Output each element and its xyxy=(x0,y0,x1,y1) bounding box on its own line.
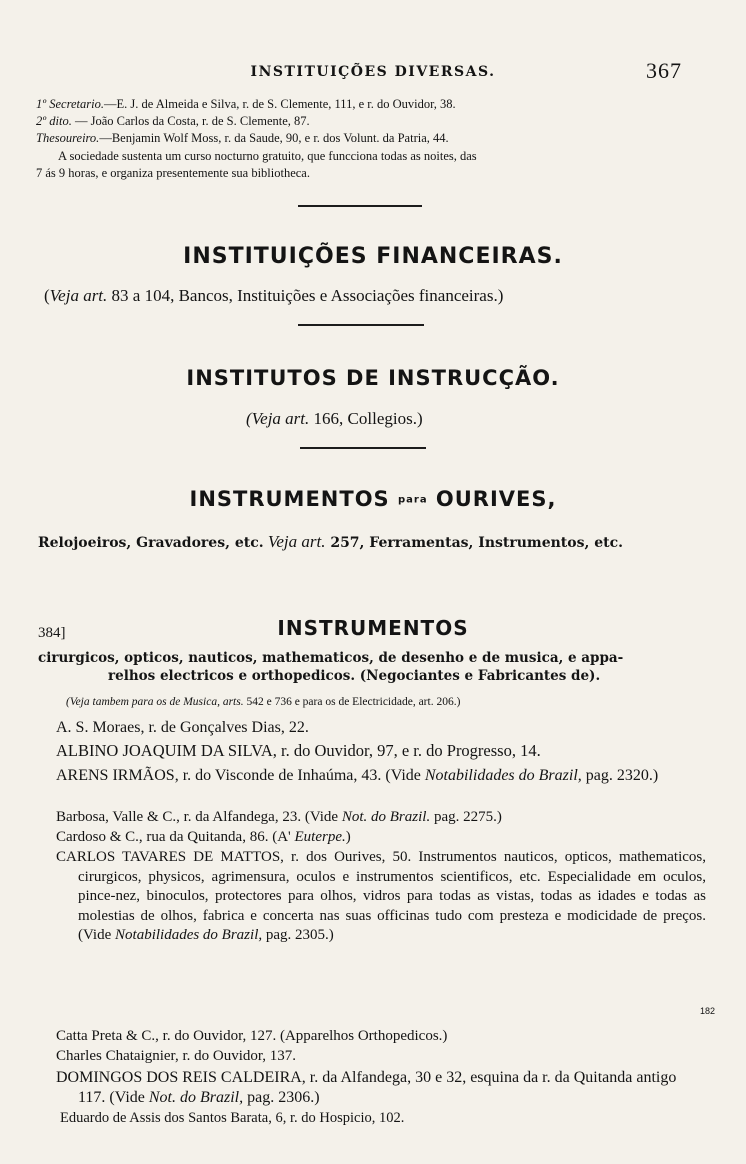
ref-open: ( xyxy=(44,286,50,305)
listing-text: Catta Preta & C., r. do Ouvidor, 127. (Apparelhos Orthopedicos.) xyxy=(56,1028,448,1044)
listing-text: pag. 2320.) xyxy=(581,767,659,784)
listing-text: DOMINGOS DOS REIS CALDEIRA, r. da Alfandega, 30 e 32, esquina da r. da Quitanda antigo 117. (Vide xyxy=(56,1069,677,1106)
reference-title: Notabilidades do Brazil, xyxy=(424,767,582,784)
listing-text: A. S. Moraes, r. de Gonçalves Dias, 22. xyxy=(56,719,309,736)
subtitle-text: cirurgicos, opticos, nauticos, mathematicos, de desenho e de musica, e appa- xyxy=(38,650,624,666)
note-text: 542 e 736 e para os de Electricidade, art. 206.) xyxy=(243,696,461,708)
ref-text: 166, Collegios.) xyxy=(309,409,423,428)
title-part: INSTRUMENTOS xyxy=(189,487,390,511)
entry-text: — João Carlos da Costa, r. de S. Clemente, 87. xyxy=(71,114,310,128)
divider xyxy=(298,205,422,207)
listing-text: Barbosa, Valle & C., r. da Alfandega, 23. (Vide xyxy=(56,809,342,825)
role-label: 1º Secretario. xyxy=(36,97,104,111)
reference-title: Not. do Brazil, xyxy=(148,1088,244,1106)
role-label: Thesoureiro. xyxy=(36,131,100,145)
subtitle-text: relhos electricos e orthopedicos. (Negociantes e Fabricantes de). xyxy=(108,668,601,684)
veja-label: (Veja tambem para os de Musica, arts. xyxy=(66,696,244,708)
instrumentos-subtitle-2 xyxy=(108,668,746,684)
ourives-reference xyxy=(38,532,698,552)
listing-text: ) xyxy=(345,829,351,845)
listing-text: ALBINO JOAQUIM DA SILVA, r. do Ouvidor, 97, e r. do Progresso, 14. xyxy=(56,741,541,760)
listing-text: Cardoso & C., rua da Quitanda, 86. (A' xyxy=(56,829,295,845)
secretary-1-line xyxy=(36,96,696,113)
listing-entry xyxy=(56,1027,706,1047)
society-note-line-1: A sociedade sustenta um curso nocturno gratuito, que funcciona todas as noites, das xyxy=(58,149,477,163)
role-label: 2º dito. xyxy=(36,114,72,128)
listing-entry xyxy=(56,808,706,828)
title-connector: para xyxy=(398,494,428,506)
section-title-instrucao: INSTITUTOS DE INSTRUCÇÃO. xyxy=(186,366,560,390)
listing-entry xyxy=(56,766,706,786)
instrucao-reference xyxy=(246,409,746,429)
secretary-2-line xyxy=(36,113,696,130)
financeiras-reference xyxy=(44,286,704,306)
society-note-line-2: 7 ás 9 horas, e organiza presentemente sua bibliotheca. xyxy=(36,166,310,180)
veja-label: Veja art. xyxy=(49,286,108,305)
listing-entry xyxy=(56,741,706,761)
treasurer-line xyxy=(36,130,696,147)
margin-note: 182 xyxy=(700,1006,716,1016)
listing-entry xyxy=(60,1109,710,1129)
page-number: 367 xyxy=(646,58,682,83)
ref-text: 257, Ferramentas, Instrumentos, etc. xyxy=(325,535,624,551)
veja-label: Veja art. xyxy=(263,532,326,551)
listing-text: pag. 2305.) xyxy=(262,927,334,944)
entry-text: —Benjamin Wolf Moss, r. da Saude, 90, e r. dos Volunt. da Patria, 44. xyxy=(99,131,449,145)
reference-title: Not. do Brazil. xyxy=(341,809,431,825)
title-part: OURIVES, xyxy=(435,487,557,511)
listing-entry xyxy=(56,828,706,848)
listing-entry xyxy=(56,1068,706,1107)
listing-entry-featured xyxy=(56,848,706,946)
entry-text: —E. J. de Almeida e Silva, r. de S. Clemente, 111, e r. do Ouvidor, 38. xyxy=(103,97,456,111)
veja-label: (Veja art. xyxy=(246,409,310,428)
reference-title: Notabilidades do Brazil, xyxy=(115,927,263,944)
ref-text: 83 a 104, Bancos, Instituições e Associações financeiras.) xyxy=(107,286,504,305)
listing-text: Charles Chataignier, r. do Ouvidor, 137. xyxy=(56,1048,297,1064)
trades-list: Relojoeiros, Gravadores, etc. xyxy=(38,535,264,551)
divider xyxy=(300,447,426,449)
divider xyxy=(298,324,424,326)
listing-text: pag. 2275.) xyxy=(430,809,502,825)
running-title: INSTITUIÇÕES DIVERSAS. xyxy=(250,64,496,80)
listing-text: Eduardo de Assis dos Santos Barata, 6, r. do Hospicio, 102. xyxy=(60,1110,405,1126)
listing-text: CARLOS TAVARES DE MATTOS, r. dos Ourives, 50. Instrumentos nauticos, opticos, mathematicos, cirurgicos, physicos, agrimensura, oculos e instrumentos scientificos, etc. Especialidade em oculos, pince-nez, binoculos, protectores para olhos, vidros para todas as vistas, todas as idades e todas as molestias de olhos, fabrica e concerta nas suas officinas tudo com presteza e modicidade de preços. (Vide xyxy=(56,849,706,944)
listing-entry xyxy=(56,1047,706,1067)
section-title-instrumentos: INSTRUMENTOS xyxy=(277,616,469,640)
catalog-number: 384] xyxy=(38,625,66,641)
reference-title: Euterpe. xyxy=(294,829,346,845)
instrumentos-subtitle-1 xyxy=(38,650,698,666)
listing-text: ARENS IRMÃOS, r. do Visconde de Inhaúma, 43. (Vide xyxy=(56,767,425,784)
section-title-ourives xyxy=(0,487,746,511)
see-also-note xyxy=(66,696,726,708)
section-title-financeiras: INSTITUIÇÕES FINANCEIRAS. xyxy=(183,244,563,269)
listing-entry xyxy=(56,718,706,738)
listing-text: pag. 2306.) xyxy=(243,1088,320,1106)
